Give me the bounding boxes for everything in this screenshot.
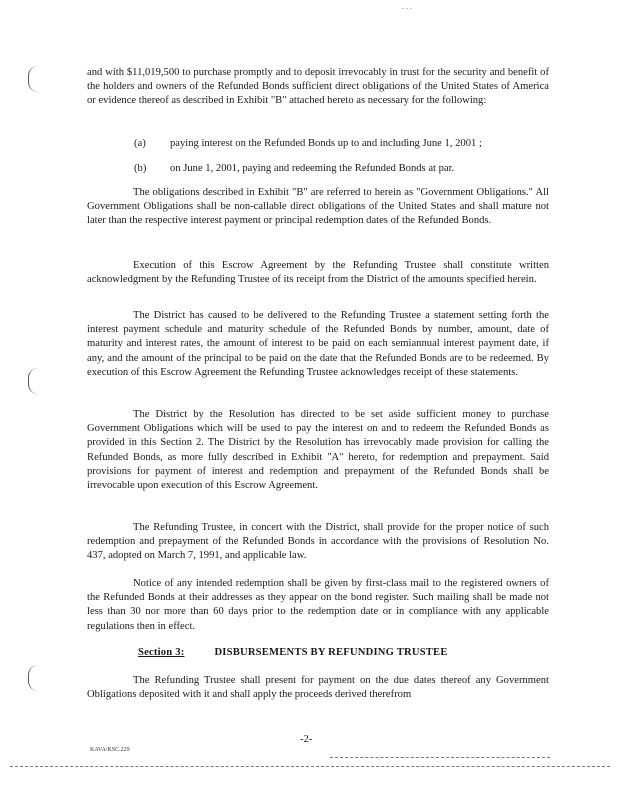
section-heading (138, 647, 448, 658)
margin-bracket-mark (28, 665, 39, 691)
margin-bracket-mark (28, 368, 39, 394)
scan-artifact-line (330, 757, 550, 758)
top-scan-mark: . . . (402, 2, 412, 11)
margin-bracket-mark (28, 66, 39, 92)
paragraph-disbursement: The Refunding Trustee shall present for payment on the due dates thereof any Government Obligations deposited with it and shall apply the proceeds derived therefrom (87, 675, 549, 701)
paragraph-notice: The Refunding Trustee, in concert with the District, shall provide for the proper notice of such redemption and prepayment of the Refunded Bonds in accordance with the provisions of Resolution No. 437, adopted on March 7, 1991, and applicable law. (87, 522, 549, 562)
page-number: -2- (300, 734, 313, 745)
list-item-text: on June 1, 2001, paying and redeeming the Refunded Bonds at par. (170, 163, 455, 174)
paragraph-mailing: Notice of any intended redemption shall be given by first-class mail to the registered owners of the Refunded Bonds at their addresses as they appear on the bond register. Such mailing shall be made not less than 30 nor more than 60 days prior to the redemption date or in compliance with any applicable regulations then in effect. (87, 578, 549, 632)
paragraph-intro: and with $11,019,500 to purchase promptly and to deposit irrevocably in trust for the security and benefit of the holders and owners of the Refunded Bonds sufficient direct obligations of the United States of America or evidence thereof as described in Exhibit "B" attached hereto as necessary for the following: (87, 67, 549, 107)
document-code: KAVA/KSC.229 (90, 747, 130, 753)
list-marker: (b) (134, 163, 147, 174)
scan-artifact-line (10, 766, 610, 767)
list-marker: (a) (134, 138, 146, 149)
paragraph-government-obligations: The obligations described in Exhibit "B" are referred to herein as "Government Obligations." All Government Obligations shall be non-callable direct obligations of the United States and shall mature not later than the respective interest payment or principal redemption dates of the Refunded Bonds. (87, 187, 549, 227)
list-item-a (134, 137, 554, 151)
paragraph-resolution: The District by the Resolution has directed to be set aside sufficient money to purchase Government Obligations which will be used to pay the interest on and to redeem the Refunded Bonds as provided in this Section 2. The District by the Resolution has irrevocably made provision for calling the Refunded Bonds, as more fully described in Exhibit "A" hereto, for redemption and prepayment. Said provisions for payment of interest and redemption and prepayment of the Refunded Bonds shall be irrevocable upon execution of this Escrow Agreement. (87, 409, 549, 492)
section-number: Section 3: (138, 647, 185, 658)
section-title: DISBURSEMENTS BY REFUNDING TRUSTEE (214, 647, 448, 658)
paragraph-execution: Execution of this Escrow Agreement by the Refunding Trustee shall constitute written acknowledgment by the Refunding Trustee of its receipt from the District of the amounts specified herein. (87, 260, 549, 286)
list-item-b (134, 162, 554, 176)
list-item-text: paying interest on the Refunded Bonds up to and including June 1, 2001 ; (170, 138, 482, 149)
paragraph-statement: The District has caused to be delivered to the Refunding Trustee a statement setting forth the interest payment schedule and maturity schedule of the Refunded Bonds by number, amount, date of maturity and interest rates, the amount of interest to be paid on each semiannual interest payment date, if any, and the amount of the principal to be paid on the date that the Refunded Bonds are to be redeemed. By execution of this Escrow Agreement the Refunding Trustee acknowledges receipt of these statements. (87, 310, 549, 378)
